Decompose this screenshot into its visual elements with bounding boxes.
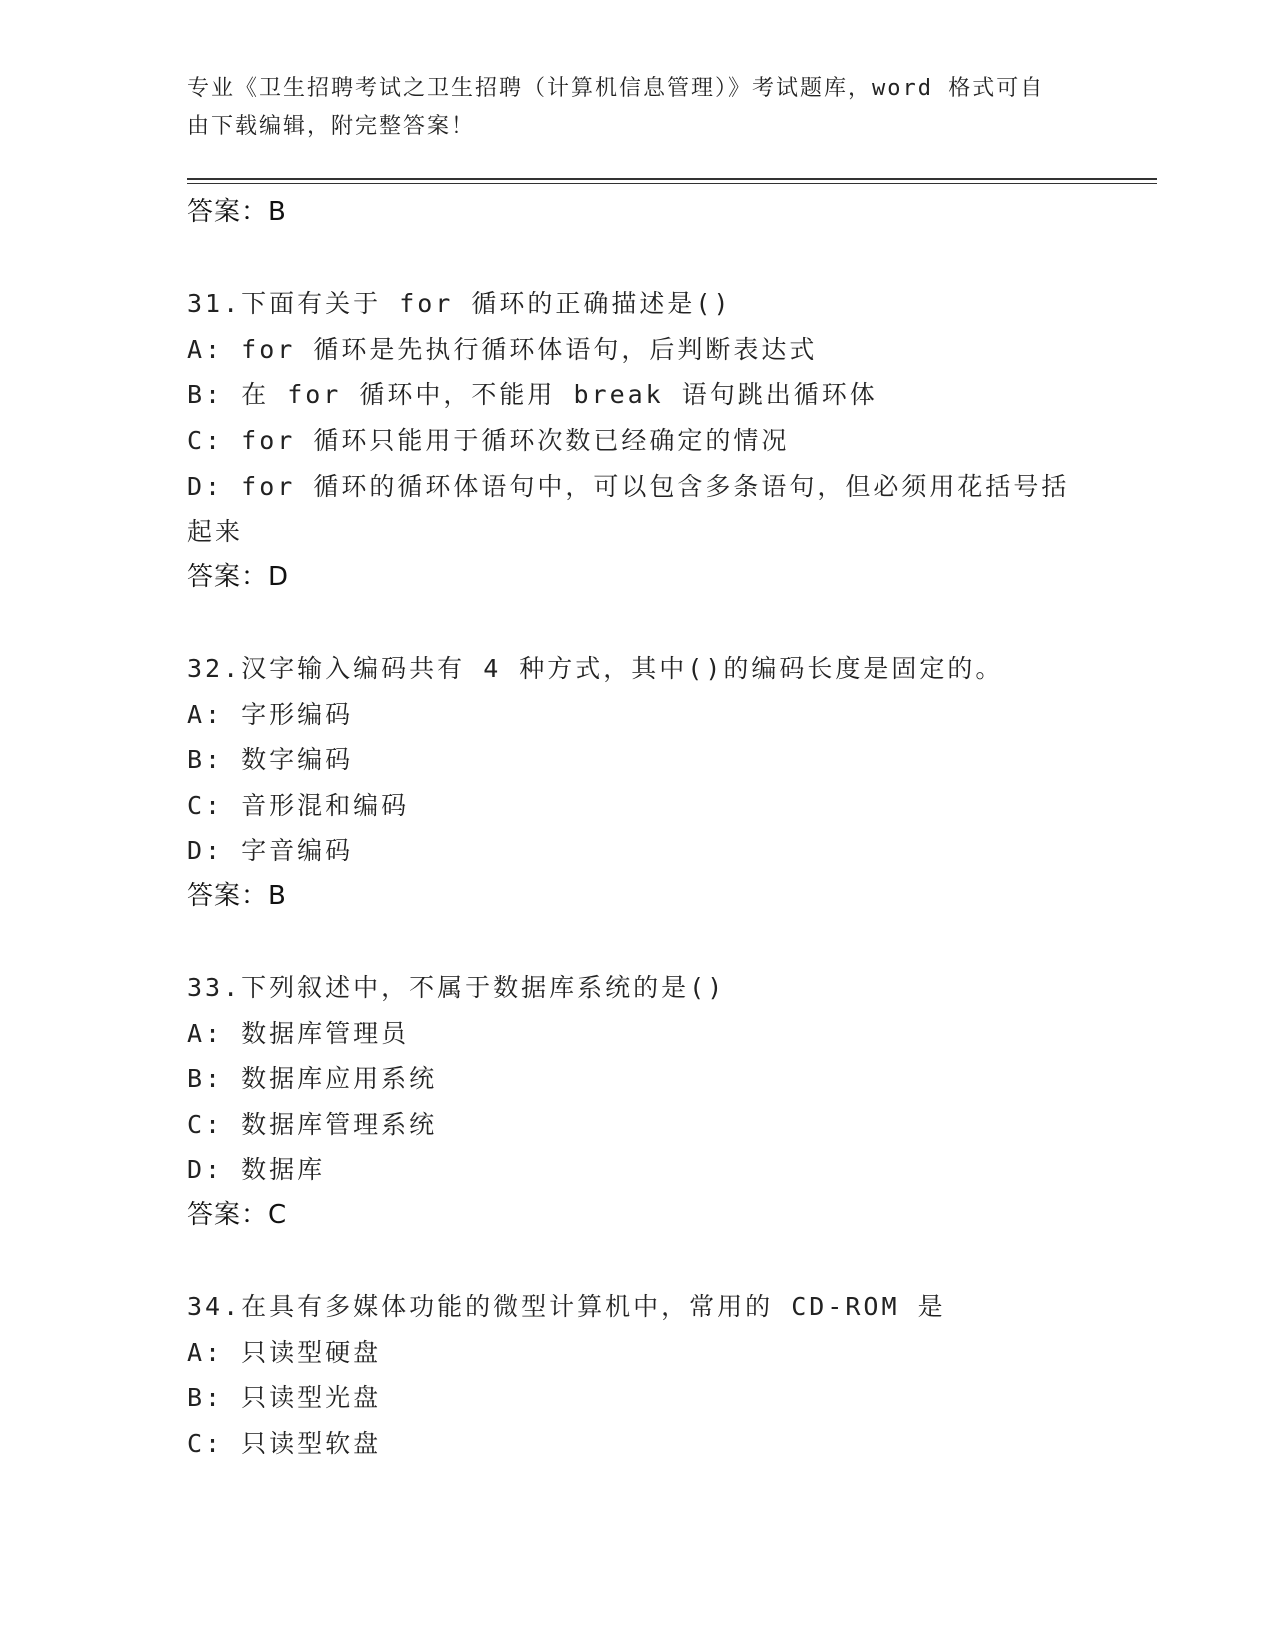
answer: 答案：C xyxy=(187,1200,288,1231)
question-33 xyxy=(187,965,1107,1239)
option-c: C: for 循环只能用于循环次数已经确定的情况 xyxy=(187,425,790,455)
answer: 答案：D xyxy=(187,561,290,592)
question-stem: 31.下面有关于 for 循环的正确描述是() xyxy=(187,289,732,319)
option-b: B: 只读型光盘 xyxy=(187,1383,382,1413)
header-line-2: 由下载编辑，附完整答案！ xyxy=(187,114,476,139)
option-d: D: for 循环的循环体语句中，可以包含多条语句，但必须用花括号括 xyxy=(187,471,1070,501)
option-a: A: 只读型硬盘 xyxy=(187,1337,382,1367)
option-c: C: 数据库管理系统 xyxy=(187,1109,438,1139)
option-c: C: 音形混和编码 xyxy=(187,790,410,820)
option-b: B: 数据库应用系统 xyxy=(187,1064,438,1094)
option-d-continued: 起来 xyxy=(187,517,244,547)
option-a: A: 数据库管理员 xyxy=(187,1018,410,1048)
question-stem: 32.汉字输入编码共有 4 种方式，其中()的编码长度是固定的。 xyxy=(187,653,1004,683)
option-b: B: 数字编码 xyxy=(187,745,354,775)
option-c: C: 只读型软盘 xyxy=(187,1429,382,1459)
header-divider-thick xyxy=(187,178,1157,180)
question-stem: 33.下列叙述中，不属于数据库系统的是() xyxy=(187,973,726,1003)
header-divider-thin xyxy=(187,183,1157,184)
previous-answer: 答案：B xyxy=(187,197,287,227)
option-a: A: for 循环是先执行循环体语句，后判断表达式 xyxy=(187,334,818,364)
spacer xyxy=(187,920,1107,966)
question-stem: 34.在具有多媒体功能的微型计算机中，常用的 CD-ROM 是 xyxy=(187,1292,946,1322)
option-b: B: 在 for 循环中，不能用 break 语句跳出循环体 xyxy=(187,380,878,410)
header-line-1: 专业《卫生招聘考试之卫生招聘（计算机信息管理）》考试题库，word 格式可自 xyxy=(187,76,1045,101)
spacer xyxy=(187,1239,1107,1285)
question-34 xyxy=(187,1284,1107,1466)
spacer xyxy=(187,236,1107,282)
question-32 xyxy=(187,646,1107,920)
option-a: A: 字形编码 xyxy=(187,699,354,729)
spacer xyxy=(187,600,1107,646)
option-d: D: 数据库 xyxy=(187,1155,326,1185)
option-d: D: 字音编码 xyxy=(187,836,354,866)
page-header xyxy=(187,70,1087,146)
question-31 xyxy=(187,281,1107,600)
page-content xyxy=(187,190,1107,1467)
answer: 答案：B xyxy=(187,880,287,911)
